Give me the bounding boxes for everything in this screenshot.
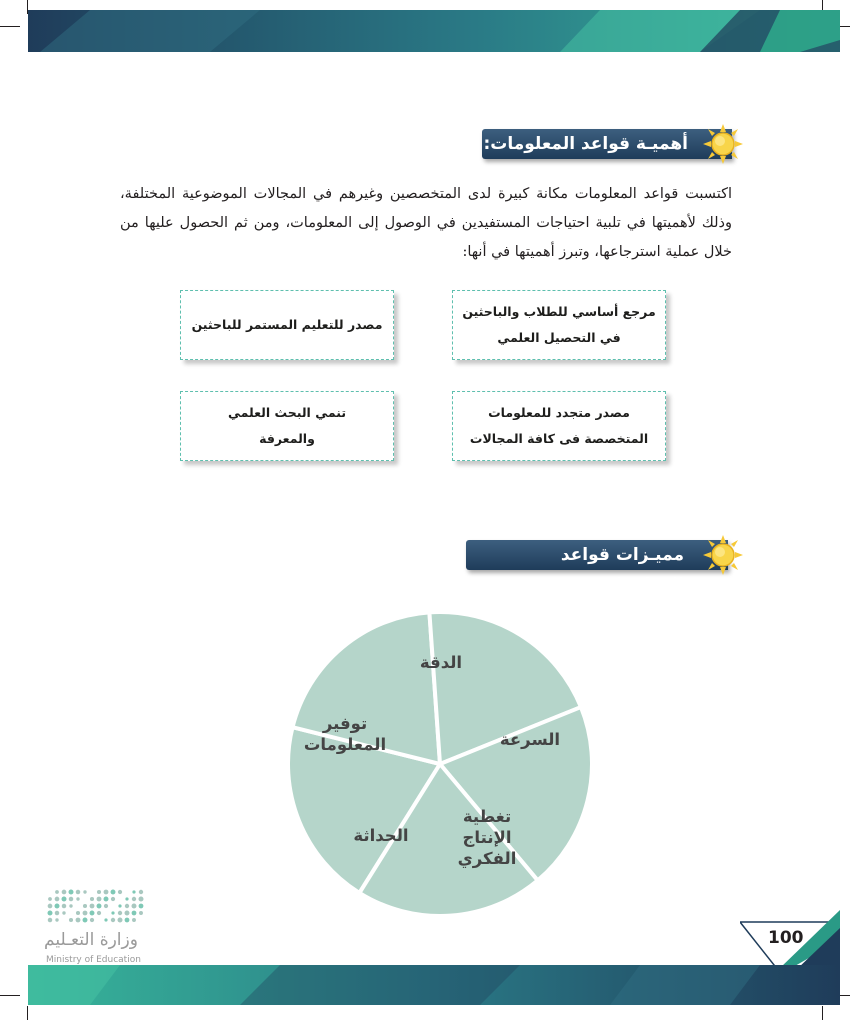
logo-dot <box>125 897 128 900</box>
logo-dot <box>125 918 130 923</box>
logo-dot <box>111 911 114 914</box>
logo-dot <box>90 904 95 909</box>
logo-dot <box>132 911 137 916</box>
bottom-banner <box>0 965 850 1007</box>
pie-label-modernity <box>326 825 436 846</box>
logo-dot <box>83 890 86 893</box>
box-line: والمعرفة <box>259 431 315 446</box>
logo-dot <box>48 911 53 916</box>
logo-dot <box>55 904 60 909</box>
logo-dot <box>111 890 116 895</box>
logo-dot <box>55 890 59 894</box>
logo-dot <box>55 918 58 921</box>
pie-label-speed <box>475 729 585 750</box>
logo-dot <box>48 918 53 923</box>
logo-dot <box>62 911 65 914</box>
importance-box <box>180 391 394 461</box>
pie-label-line: الفكري <box>457 849 517 868</box>
logo-dot <box>132 897 136 901</box>
logo-dot <box>90 897 94 901</box>
logo-dot <box>104 897 109 902</box>
logo-dot <box>55 897 60 902</box>
importance-box <box>180 290 394 360</box>
logo-dot <box>104 890 109 895</box>
logo-dot <box>69 890 74 895</box>
box-line: المتخصصة فى كافة المجالات <box>469 431 649 446</box>
logo-dot <box>125 904 129 908</box>
logo-dot <box>62 904 67 909</box>
logo-dot <box>118 918 123 923</box>
logo-dot <box>132 918 136 922</box>
logo-dot <box>132 890 135 893</box>
logo-dot <box>83 904 87 908</box>
importance-box <box>452 391 666 461</box>
logo-dot <box>97 904 102 909</box>
logo-dot <box>118 890 122 894</box>
pie-label-line: الحداثة <box>353 826 409 845</box>
logo-dot <box>111 918 115 922</box>
box-line: في التحصيل العلمي <box>497 330 621 345</box>
logo-dot <box>55 911 60 916</box>
logo-dot <box>97 897 102 902</box>
logo-dot <box>62 897 67 902</box>
pie-label-info-provision <box>290 713 400 755</box>
pie-label-line: الإنتاج <box>462 828 512 847</box>
pie-label-line: تغطية <box>462 807 512 826</box>
box-line: مصدر للتعليم المستمر للباحثين <box>191 317 383 332</box>
importance-box <box>452 290 666 360</box>
box-line: مصدر متجدد للمعلومات <box>488 405 630 420</box>
section-title-importance <box>482 129 732 159</box>
pie-label-coverage <box>432 806 542 869</box>
logo-dot <box>76 890 81 895</box>
logo-dot <box>118 911 122 915</box>
logo-dot <box>48 897 52 901</box>
pie-label-line: المعلومات <box>303 735 387 754</box>
section-title-text: مميـزات قواعد المعلومات: <box>560 545 684 595</box>
logo-dot <box>104 918 107 921</box>
logo-dot <box>76 918 81 923</box>
box-line: تنمي البحث العلمي <box>228 405 347 420</box>
logo-dot <box>76 897 79 900</box>
top-banner <box>0 10 850 54</box>
logo-dot <box>76 911 80 915</box>
logo-dot <box>139 890 143 894</box>
pie-label-line: توفير <box>322 714 368 733</box>
ministry-logo-icon <box>46 888 146 928</box>
logo-dot <box>48 904 53 909</box>
logo-dot <box>118 904 121 907</box>
logo-dot <box>62 890 67 895</box>
logo-dot <box>139 911 143 915</box>
intro-paragraph: اكتسبت قواعد المعلومات مكانة كبيرة لدى المتخصصين وغيرهم في المجالات الموضوعية المختلفة، وذلك لأهميتها في تلبية احتياجات المستفيدين في الوصول إلى المعلومات، ومن ثم الحصول عليها من خلال عملية استرجاعها، وتبرز أهميتها في أنها: <box>120 186 732 260</box>
crop-mark <box>27 1006 28 1020</box>
logo-dot <box>132 904 137 909</box>
logo-dot <box>97 890 101 894</box>
crop-mark <box>822 1006 823 1020</box>
logo-dot <box>90 918 94 922</box>
page-number: 100 <box>768 928 804 948</box>
logo-dot <box>69 918 73 922</box>
logo-dot <box>69 904 72 907</box>
sun-icon <box>702 534 744 576</box>
logo-dot <box>69 897 74 902</box>
logo-dot <box>139 897 144 902</box>
logo-dot <box>104 904 108 908</box>
section-title-text: أهميـة قواعد المعلومات: <box>483 134 688 154</box>
sun-icon <box>702 123 744 165</box>
ministry-logo-arabic: وزارة التعـليم <box>44 930 138 950</box>
logo-dot <box>111 897 115 901</box>
logo-dot <box>139 904 144 909</box>
ministry-logo-english: Ministry of Education <box>46 955 141 965</box>
section-title-features <box>466 540 728 595</box>
logo-dot <box>83 918 88 923</box>
box-line: مرجع أساسي للطلاب والباحثين <box>462 304 656 319</box>
pie-label-accuracy <box>386 652 496 673</box>
logo-dot <box>125 911 130 916</box>
pie-label-line: الدقة <box>419 653 463 672</box>
logo-dot <box>97 911 101 915</box>
logo-dot <box>90 911 95 916</box>
pie-label-line: السرعة <box>499 730 561 749</box>
logo-dot <box>83 911 88 916</box>
